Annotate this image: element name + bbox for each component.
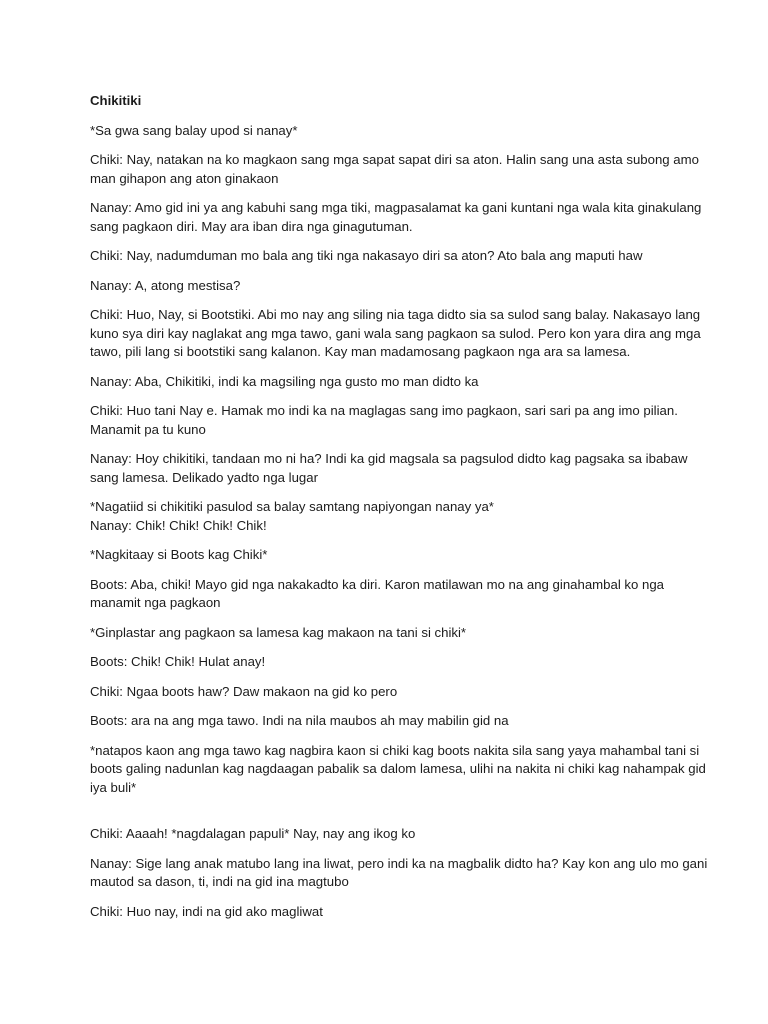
paragraph: Chiki: Huo tani Nay e. Hamak mo indi ka na maglagas sang imo pagkaon, sari sari pa ang imo pilian. Manamit pa tu kuno	[90, 403, 678, 437]
paragraph: *Sa gwa sang balay upod si nanay*	[90, 122, 298, 138]
paragraph: Chiki: Aaaah! *nagdalagan papuli* Nay, nay ang ikog ko	[90, 826, 416, 841]
paragraph: Boots: Aba, chiki! Mayo gid nga nakakadto ka diri. Karon matilawan mo na ang ginahambal ko nga manamit nga pagkaon	[90, 576, 665, 610]
paragraph: Nanay: Hoy chikitiki, tandaan mo ni ha? Indi ka gid magsala sa pagsulod didto kag pagsaka sa ibabaw sang lamesa. Delikado yadto nga lugar	[90, 451, 688, 485]
paragraph: Chiki: Huo nay, indi na gid ako magliwat	[90, 903, 323, 919]
paragraph: *Ginplastar ang pagkaon sa lamesa kag makaon na tani si chiki*	[90, 624, 467, 640]
paragraph: Chiki: Nay, nadumduman mo bala ang tiki nga nakasayo diri sa aton? Ato bala ang maputi haw	[90, 248, 643, 263]
paragraph: *Nagkitaay si Boots kag Chiki*	[90, 547, 268, 562]
paragraph: Boots: Chik! Chik! Hulat anay!	[90, 654, 266, 669]
paragraph: Nanay: Aba, Chikitiki, indi ka magsiling nga gusto mo man didto ka	[90, 373, 479, 389]
paragraph: Nanay: Sige lang anak matubo lang ina liwat, pero indi ka na magbalik didto ha? Kay kon ang ulo mo gani mautod sa dason, ti, indi na gid ina magtubo	[90, 855, 708, 889]
paragraph: Chiki: Huo, Nay, si Bootstiki. Abi mo nay ang siling nia taga didto sia sa sulod sang balay. Nakasayo lang kuno sya diri kay naglakat ang mga tawo, gani wala sang pagkaon sa sulod. Pero kon yara dira ang mga tawo, pili lang si bootstiki sang kalanon. Kay man madamosang pagkaon nga ara sa lamesa.	[90, 307, 701, 359]
paragraph: *Nagatiid si chikitiki pasulod sa balay samtang napiyongan nanay ya*	[90, 499, 494, 514]
paragraph: Nanay: Chik! Chik! Chik! Chik!	[90, 517, 267, 533]
document-title: Chikitiki	[90, 93, 142, 108]
paragraph: Nanay: Amo gid ini ya ang kabuhi sang mga tiki, magpasalamat ka gani kuntani nga wala kita ginakulang sang pagkaon diri. May ara iban dira nga ginagutuman.	[90, 200, 702, 234]
paragraph: Chiki: Ngaa boots haw? Daw makaon na gid ko pero	[90, 683, 398, 699]
paragraph: Boots: ara na ang mga tawo. Indi na nila maubos ah may mabilin gid na	[90, 713, 509, 728]
paragraph: *natapos kaon ang mga tawo kag nagbira kaon si chiki kag boots nakita sila sang yaya mahambal tani si boots galing nadunlan kag nagdaagan pabalik sa dalom lamesa, ulihi na nakita ni chiki kag nahampak gid iya buli*	[90, 742, 706, 795]
paragraph: Chiki: Nay, natakan na ko magkaon sang mga sapat sapat diri sa aton. Halin sang una asta subong amo man gihapon ang aton ginakaon	[90, 152, 699, 186]
paragraph: Nanay: A, atong mestisa?	[90, 277, 241, 293]
